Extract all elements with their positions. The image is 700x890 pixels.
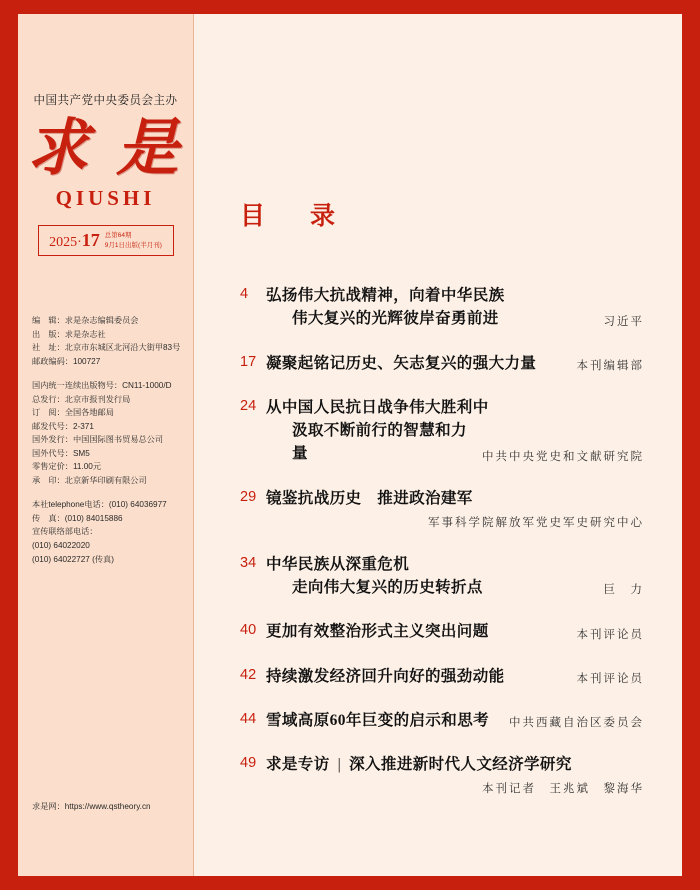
toc-entry-line2-row	[266, 419, 644, 466]
toc-entry-author: 本刊编辑部	[576, 359, 644, 372]
toc-entry-title-line2: 走向伟大复兴的历史转折点	[292, 579, 483, 596]
toc-entry-line1-row	[266, 709, 644, 732]
toc-entry-line1-row	[266, 352, 644, 375]
toc-entry[interactable]	[240, 487, 644, 532]
toc-title: 目 录	[240, 203, 346, 230]
toc-entry-author: 中共中央党史和文献研究院	[482, 450, 644, 463]
toc-page-number: 49	[240, 755, 257, 771]
toc-entry-body	[266, 396, 644, 466]
colophon-line: 总发行：北京市报刊发行局	[32, 394, 131, 404]
toc-page-number: 34	[240, 554, 257, 571]
toc-interview-label: 求是专访	[266, 756, 330, 773]
toc-entry-author: 本刊评论员	[576, 672, 644, 685]
toc-entry-body	[266, 284, 644, 331]
toc-interview-title-row	[266, 753, 644, 776]
toc-entry-title-line2: 汲取不断前行的智慧和力量	[292, 422, 467, 463]
magazine-logo-pinyin: QIUSHI	[55, 186, 156, 210]
toc-page-number: 17	[240, 353, 257, 370]
toc-entry-author: 习近平	[603, 315, 644, 328]
colophon-line: 国外代号：SM5	[32, 448, 90, 458]
toc-entry-line1-row	[266, 620, 644, 643]
toc-entry-title-line1: 凝聚起铭记历史、矢志复兴的强大力量	[266, 354, 537, 372]
toc-entry-author: 军事科学院解放军党史军史研究中心	[428, 516, 644, 529]
colophon-line: 传 真：(010) 84015886	[32, 513, 123, 523]
colophon-line: 订 阅：全国各地邮局	[32, 408, 114, 418]
issue-year: 2025	[49, 235, 78, 250]
colophon-line: (010) 64022727 (传真)	[32, 554, 114, 564]
colophon	[32, 314, 183, 577]
colophon-line: 国外发行：中国国际图书贸易总公司	[32, 435, 164, 445]
toc-entry-title-line1: 从中国人民抗日战争伟大胜利中	[266, 398, 489, 416]
colophon-line: 编 辑：求是杂志编辑委员会	[32, 316, 139, 325]
toc-interview-divider: |	[337, 756, 342, 773]
sponsor-line: 中国共产党中央委员会主办	[33, 94, 178, 108]
toc-entry-title-line1: 弘扬伟大抗战精神，向着中华民族	[266, 287, 505, 304]
toc-page-number: 44	[240, 710, 257, 727]
colophon-line: 社 址：北京市东城区北河沿大街甲83号	[32, 343, 181, 353]
toc-entry-title-line2: 伟大复兴的光辉彼岸奋勇前进	[292, 310, 499, 328]
colophon-line: 邮政编码：100727	[32, 356, 101, 366]
toc-entry-author: 巨 力	[603, 584, 644, 597]
issue-separator: ·	[77, 235, 82, 250]
colophon-block-publisher	[32, 314, 183, 368]
toc-page-number: 4	[240, 286, 249, 302]
toc-page-number: 40	[240, 622, 257, 639]
toc-page-number: 29	[240, 488, 257, 505]
issue-number	[49, 230, 100, 251]
toc-entry-line1-row	[266, 665, 644, 688]
toc-entry-title-line1: 持续激发经济回升向好的强劲动能	[266, 667, 505, 685]
toc-entry-body	[266, 487, 644, 532]
toc-entry-interview[interactable]	[240, 753, 644, 798]
colophon-block-distribution	[32, 379, 183, 487]
toc-entry-line2-row	[266, 307, 644, 330]
toc-entry[interactable]	[240, 620, 644, 643]
toc-interview-title: 深入推进新时代人文经济学研究	[349, 756, 572, 773]
toc-entry-author: 本刊评论员	[576, 628, 644, 641]
colophon-line: 宣传联络部电话：	[32, 527, 98, 537]
issue-no: 17	[81, 230, 100, 250]
toc-entry-body	[266, 553, 644, 600]
toc-entry[interactable]	[240, 396, 644, 466]
toc-entry-author: 中共西藏自治区委员会	[509, 717, 644, 729]
website-line[interactable]: 求是网：https://www.qstheory.cn	[32, 802, 151, 811]
toc-entry[interactable]	[240, 665, 644, 688]
colophon-line: (010) 64022020	[32, 540, 90, 550]
toc-entry-body	[266, 352, 644, 375]
toc-entry[interactable]	[240, 284, 644, 331]
issue-meta	[105, 231, 162, 250]
issue-total: 总第64期	[104, 232, 132, 240]
colophon-line: 邮发代号：2-371	[32, 421, 94, 431]
toc-entry-title-line1: 中华民族从深重危机	[266, 555, 410, 573]
toc-page-number: 42	[240, 666, 257, 683]
toc-entry-title-line1: 镜鉴抗战历史 推进政治建军	[266, 489, 473, 507]
toc-entry-title-line1: 雪域高原60年巨变的启示和思考	[266, 711, 490, 729]
masthead-column	[18, 14, 194, 876]
toc-entry[interactable]	[240, 709, 644, 732]
toc-column	[194, 14, 682, 876]
magazine-logo-chinese: 求 是	[26, 115, 185, 183]
issue-badge	[38, 225, 174, 256]
colophon-line: 零售定价：11.00元	[32, 462, 102, 472]
toc-entry-line2-row	[266, 576, 644, 599]
colophon-line: 出 版：求是杂志社	[32, 329, 106, 339]
toc-entry[interactable]	[240, 352, 644, 375]
toc-entry-body	[266, 620, 644, 643]
colophon-line: 本社telephone电话：(010) 64036977	[32, 500, 167, 510]
toc-list	[240, 284, 644, 798]
toc-entry-body	[266, 709, 644, 732]
toc-entry-body	[266, 665, 644, 688]
toc-interview-author: 本刊记者 王兆斌 黎海华	[482, 783, 644, 796]
toc-page-number: 24	[240, 397, 257, 414]
issue-date: 9月1日出版(半月刊)	[104, 241, 162, 249]
colophon-line: 国内统一连续出版物号：CN11-1000/D	[32, 381, 172, 391]
colophon-block-contact	[32, 498, 183, 566]
toc-entry[interactable]	[240, 553, 644, 600]
masthead	[18, 14, 193, 256]
colophon-line: 承 印：北京新华印刷有限公司	[32, 475, 147, 485]
toc-entry-title-line1: 更加有效整治形式主义突出问题	[266, 623, 489, 641]
toc-entry-body	[266, 753, 644, 798]
page-inner	[18, 14, 682, 876]
